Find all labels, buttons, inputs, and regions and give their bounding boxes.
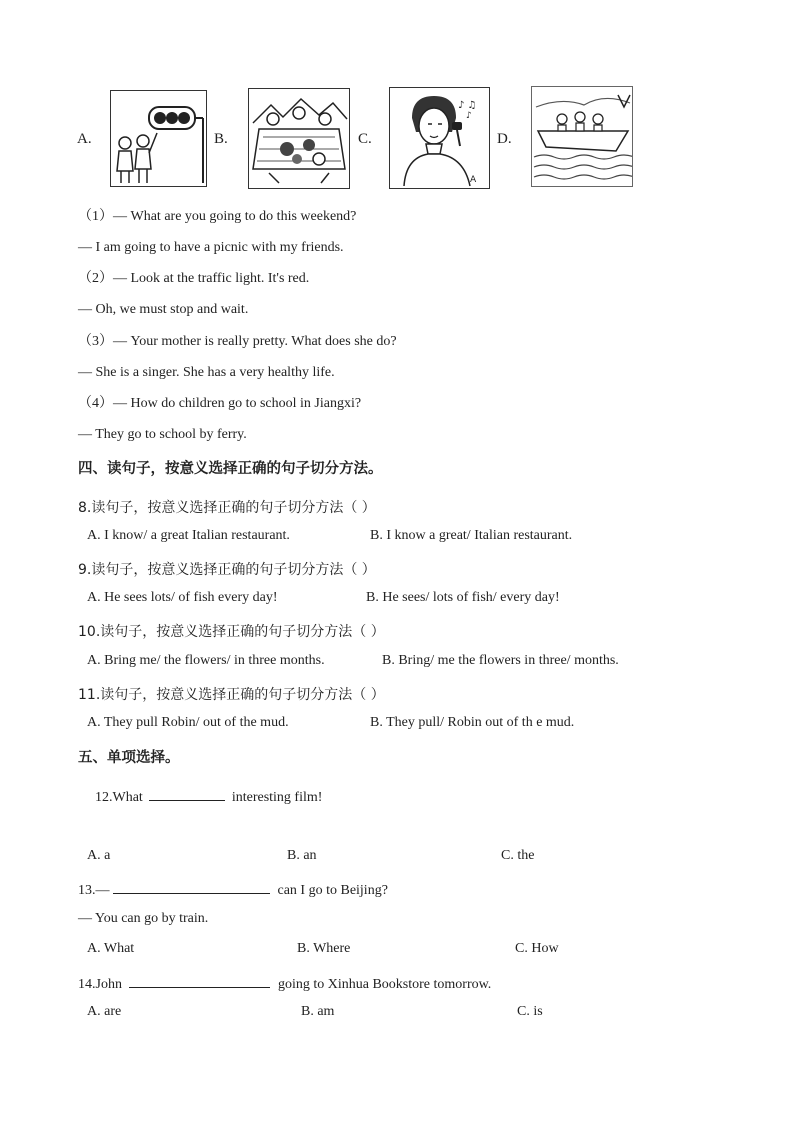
option-b[interactable]: B. They pull/ Robin out of th e mud. (370, 715, 575, 730)
ferry-icon (532, 87, 632, 186)
option-a[interactable]: A. are (87, 1004, 122, 1019)
option-a[interactable]: A. a (87, 848, 111, 863)
picture-letter-c: C. (358, 131, 372, 147)
traffic-light-picture (110, 90, 207, 187)
picnic-icon (249, 89, 349, 188)
question-stem (78, 973, 491, 994)
answer-blank[interactable] (129, 973, 270, 988)
svg-text:A: A (470, 175, 477, 185)
dialogue-question-4: （4）— How do children go to school in Jiangxi? (78, 396, 362, 411)
option-b[interactable]: B. Bring/ me the flowers in three/ months. (382, 653, 619, 668)
question-stem: 8.读句子，按意义选择正确的句子切分方法（ ） (78, 500, 376, 516)
ferry-picture (531, 86, 633, 187)
section-4-title: 四、读句子，按意义选择正确的句子切分方法。 (78, 461, 383, 477)
stem-before: 13.— (78, 883, 110, 898)
option-c[interactable]: C. How (515, 941, 559, 956)
reply-line: — You can go by train. (78, 911, 209, 926)
dialogue-answer-3: — She is a singer. She has a very healthy life. (78, 365, 335, 380)
option-b[interactable]: B. am (301, 1004, 335, 1019)
dialogue-question-2: （2）— Look at the traffic light. It's red. (78, 271, 310, 286)
question-stem (78, 879, 388, 900)
stem-after: interesting film! (231, 790, 323, 805)
option-a[interactable]: A. They pull Robin/ out of the mud. (87, 715, 289, 730)
stem-before: 14.John (78, 977, 122, 992)
dialogue-answer-4: — They go to school by ferry. (78, 427, 247, 442)
stem-after: can I go to Beijing? (277, 883, 388, 898)
picnic-picture (248, 88, 350, 189)
question-stem: 10.读句子，按意义选择正确的句子切分方法（ ） (78, 624, 385, 640)
option-a[interactable]: A. He sees lots/ of fish every day! (87, 590, 278, 605)
option-b[interactable]: B. Where (297, 941, 351, 956)
picture-letter-b: B. (214, 131, 228, 147)
svg-text:♪: ♪ (466, 111, 472, 121)
picture-letter-d: D. (497, 131, 512, 147)
option-a[interactable]: A. What (87, 941, 135, 956)
question-stem: 9.读句子，按意义选择正确的句子切分方法（ ） (78, 562, 376, 578)
dialogue-question-3: （3）— Your mother is really pretty. What does she do? (78, 334, 397, 349)
dialogue-answer-1: — I am going to have a picnic with my friends. (78, 240, 344, 255)
singer-icon (390, 88, 489, 188)
option-a[interactable]: A. I know/ a great Italian restaurant. (87, 528, 290, 543)
option-a[interactable]: A. Bring me/ the flowers/ in three months. (87, 653, 325, 668)
stem-after: going to Xinhua Bookstore tomorrow. (277, 977, 492, 992)
dialogue-question-1: （1）— What are you going to do this weekend? (78, 209, 357, 224)
picture-letter-a: A. (77, 131, 92, 147)
answer-blank[interactable] (149, 786, 225, 801)
option-c[interactable]: C. is (517, 1004, 543, 1019)
svg-text:♪ ♫: ♪ ♫ (458, 100, 477, 111)
section-5-title: 五、单项选择。 (78, 750, 180, 766)
stem-before: 12.What (95, 790, 143, 805)
question-stem: 11.读句子，按意义选择正确的句子切分方法（ ） (78, 687, 385, 703)
option-b[interactable]: B. an (287, 848, 317, 863)
traffic-light-icon (111, 91, 206, 186)
question-stem (95, 786, 322, 807)
answer-blank[interactable] (113, 879, 270, 894)
option-b[interactable]: B. I know a great/ Italian restaurant. (370, 528, 573, 543)
option-c[interactable]: C. the (501, 848, 535, 863)
option-b[interactable]: B. He sees/ lots of fish/ every day! (366, 590, 560, 605)
dialogue-answer-2: — Oh, we must stop and wait. (78, 302, 249, 317)
singer-picture (389, 87, 490, 189)
